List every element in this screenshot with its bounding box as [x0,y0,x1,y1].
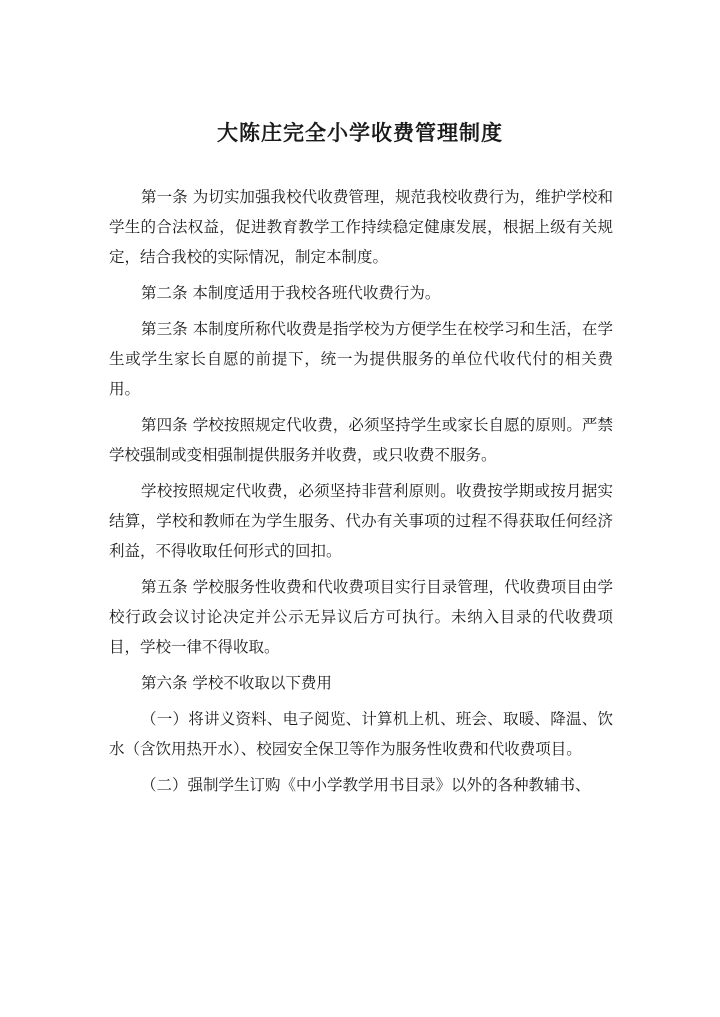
document-title: 大陈庄完全小学收费管理制度 [217,121,503,145]
paragraph-article-4-continued: 学校按照规定代收费，必须坚持非营利原则。收费按学期或按月据实结算，学校和教师在为学生服务、代办有关事项的过程不得获取任何经济利益，不得收取任何形式的回扣。 [109,482,613,560]
paragraph-article-6: 第六条 学校不收取以下费用 [141,674,332,692]
paragraph-item-1: （一）将讲义资料、电子阅览、计算机上机、班会、取暖、降温、饮水（含饮用热开水）、校园安全保卫等作为服务性收费和代收费项目。 [109,710,613,758]
document-body [109,182,613,806]
paragraph-item-2: （二）强制学生订购《中小学教学用书目录》以外的各种教辅书、 [141,776,591,794]
paragraph-article-2: 第二条 本制度适用于我校各班代收费行为。 [141,284,441,302]
paragraph-article-1: 第一条 为切实加强我校代收费管理，规范我校收费行为，维护学校和学生的合法权益，促进教育教学工作持续稳定健康发展，根据上级有关规定，结合我校的实际情况，制定本制度。 [109,188,613,266]
paragraph-article-5: 第五条 学校服务性收费和代收费项目实行目录管理，代收费项目由学校行政会议讨论决定并公示无异议后方可执行。未纳入目录的代收费项目，学校一律不得收取。 [109,578,613,656]
paragraph-article-4: 第四条 学校按照规定代收费，必须坚持学生或家长自愿的原则。严禁学校强制或变相强制提供服务并收费，或只收费不服务。 [109,416,613,464]
paragraph-article-3: 第三条 本制度所称代收费是指学校为方便学生在校学习和生活，在学生或学生家长自愿的前提下，统一为提供服务的单位代收代付的相关费用。 [109,320,613,398]
